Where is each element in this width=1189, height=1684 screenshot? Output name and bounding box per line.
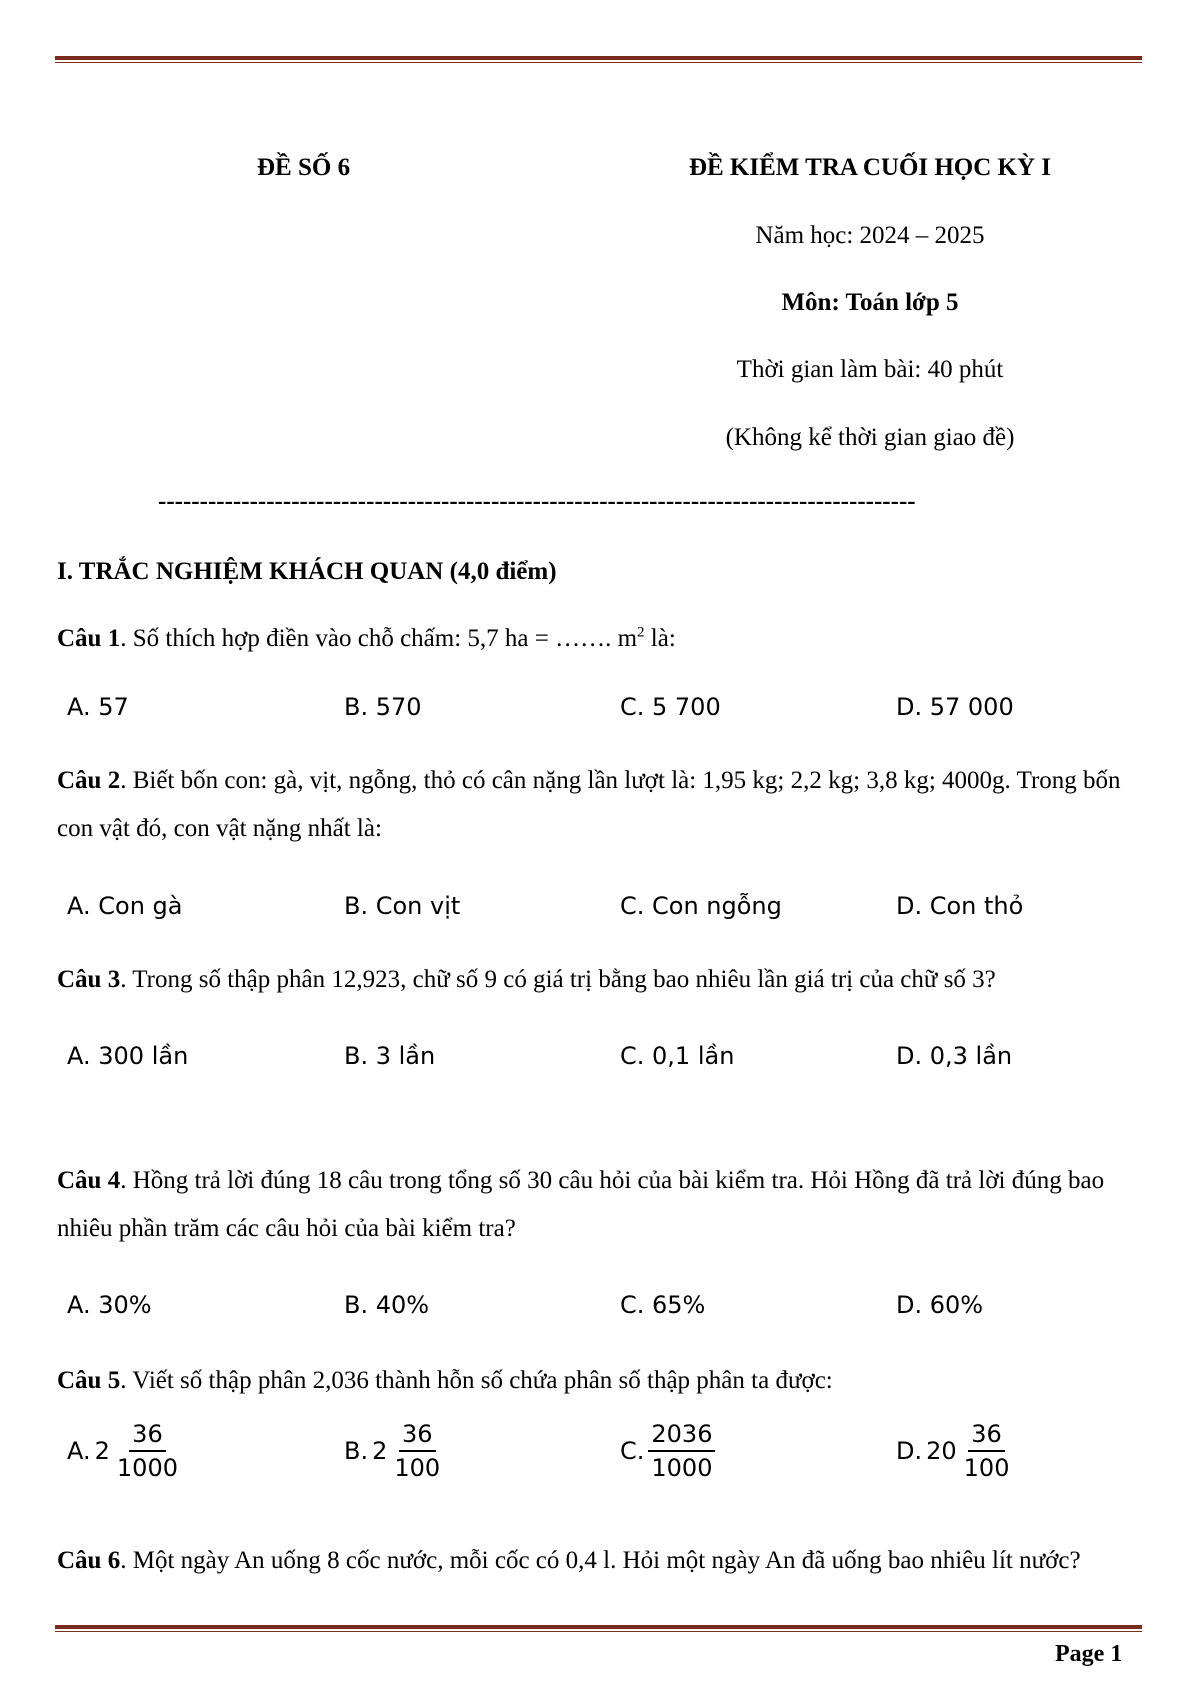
separator-line: ------------------------------------------------------------------------------------------- (158, 488, 916, 515)
option-c (620, 1421, 715, 1482)
page-number: Page 1 (1055, 1641, 1123, 1667)
whole-part: 2 (372, 1437, 388, 1466)
duration-note: (Không kể thời gian giao đề) (725, 424, 1015, 451)
option-letter: B. (344, 1437, 369, 1466)
fraction (961, 1421, 1013, 1482)
question-label: Câu 2 (57, 767, 121, 794)
whole-part: 2 (94, 1437, 110, 1466)
option-d: D. 0,3 lần (896, 1042, 1013, 1070)
top-border-thin (55, 62, 1142, 63)
option-b: B. 3 lần (344, 1042, 436, 1070)
question-text: . Một ngày An uống 8 cốc nước, mỗi cốc có 0,4 l. Hỏi một ngày An đã uống bao nhiêu lít nước? (120, 1547, 1081, 1574)
question-text-end: là: (644, 625, 676, 652)
option-a: A. 300 lần (67, 1042, 189, 1070)
question-6 (57, 1537, 1147, 1585)
question-label: Câu 1 (57, 625, 121, 652)
option-c: C. 5 700 (620, 693, 721, 721)
question-5 (57, 1357, 1147, 1405)
option-b (344, 1421, 443, 1482)
exam-number: ĐỀ SỐ 6 (257, 154, 351, 181)
numerator: 36 (399, 1421, 436, 1452)
whole-part: 20 (926, 1437, 957, 1466)
question-text: . Viết số thập phân 2,036 thành hỗn số chứa phân số thập phân ta được: (120, 1367, 833, 1394)
option-c: C. 0,1 lần (620, 1042, 735, 1070)
bottom-border-thin (55, 1631, 1142, 1632)
option-a (67, 1421, 181, 1482)
question-text: . Trong số thập phân 12,923, chữ số 9 có giá trị bằng bao nhiêu lần giá trị của chữ số 3? (120, 966, 996, 993)
question-label: Câu 6 (57, 1547, 121, 1574)
numerator: 36 (129, 1421, 166, 1452)
option-a: A. 57 (67, 693, 129, 721)
denominator: 100 (394, 1454, 441, 1483)
option-letter: D. (896, 1437, 923, 1466)
fraction (648, 1421, 715, 1482)
fraction (391, 1421, 443, 1482)
school-year: Năm học: 2024 – 2025 (755, 222, 985, 249)
denominator: 1000 (651, 1454, 713, 1483)
section-title: I. TRẮC NGHIỆM KHÁCH QUAN (4,0 điểm) (57, 558, 557, 585)
bottom-border-thick (55, 1625, 1142, 1629)
denominator: 100 (963, 1454, 1010, 1483)
question-2 (57, 757, 1147, 853)
top-border-thick (55, 56, 1142, 60)
duration: Thời gian làm bài: 40 phút (736, 356, 1004, 383)
denominator: 1000 (116, 1454, 178, 1483)
question-3 (57, 956, 1147, 1004)
option-letter: C. (620, 1437, 645, 1466)
question-text: . Số thích hợp điền vào chỗ chấm: 5,7 ha = ……. m (120, 625, 638, 652)
question-1 (57, 615, 1147, 663)
option-d (896, 1421, 1012, 1482)
exam-title: ĐỀ KIỂM TRA CUỐI HỌC KỲ I (688, 154, 1052, 181)
fraction (114, 1421, 181, 1482)
option-c: C. 65% (620, 1291, 706, 1319)
question-4 (57, 1157, 1147, 1253)
option-d: D. 60% (896, 1291, 984, 1319)
option-b: B. Con vịt (344, 892, 461, 920)
option-a: A. 30% (67, 1291, 152, 1319)
question-text: . Biết bốn con: gà, vịt, ngỗng, thỏ có cân nặng lần lượt là: 1,95 kg; 2,2 kg; 3,8 kg; 4000g. Trong bốn con vật đó, con vật nặng nhất là: (57, 767, 1121, 842)
option-b: B. 570 (344, 693, 422, 721)
option-a: A. Con gà (67, 892, 183, 920)
question-label: Câu 4 (57, 1167, 121, 1194)
option-d: D. 57 000 (896, 693, 1014, 721)
question-label: Câu 5 (57, 1367, 121, 1394)
option-b: B. 40% (344, 1291, 430, 1319)
question-text: . Hồng trả lời đúng 18 câu trong tổng số 30 câu hỏi của bài kiểm tra. Hỏi Hồng đã trả lời đúng bao nhiêu phần trăm các câu hỏi của bài kiểm tra? (57, 1167, 1105, 1242)
question-label: Câu 3 (57, 966, 121, 993)
option-d: D. Con thỏ (896, 892, 1024, 920)
numerator: 2036 (648, 1421, 715, 1452)
option-letter: A. (67, 1437, 91, 1466)
subject: Môn: Toán lớp 5 (781, 289, 959, 316)
superscript: 2 (637, 624, 645, 641)
option-c: C. Con ngỗng (620, 892, 782, 920)
numerator: 36 (968, 1421, 1005, 1452)
